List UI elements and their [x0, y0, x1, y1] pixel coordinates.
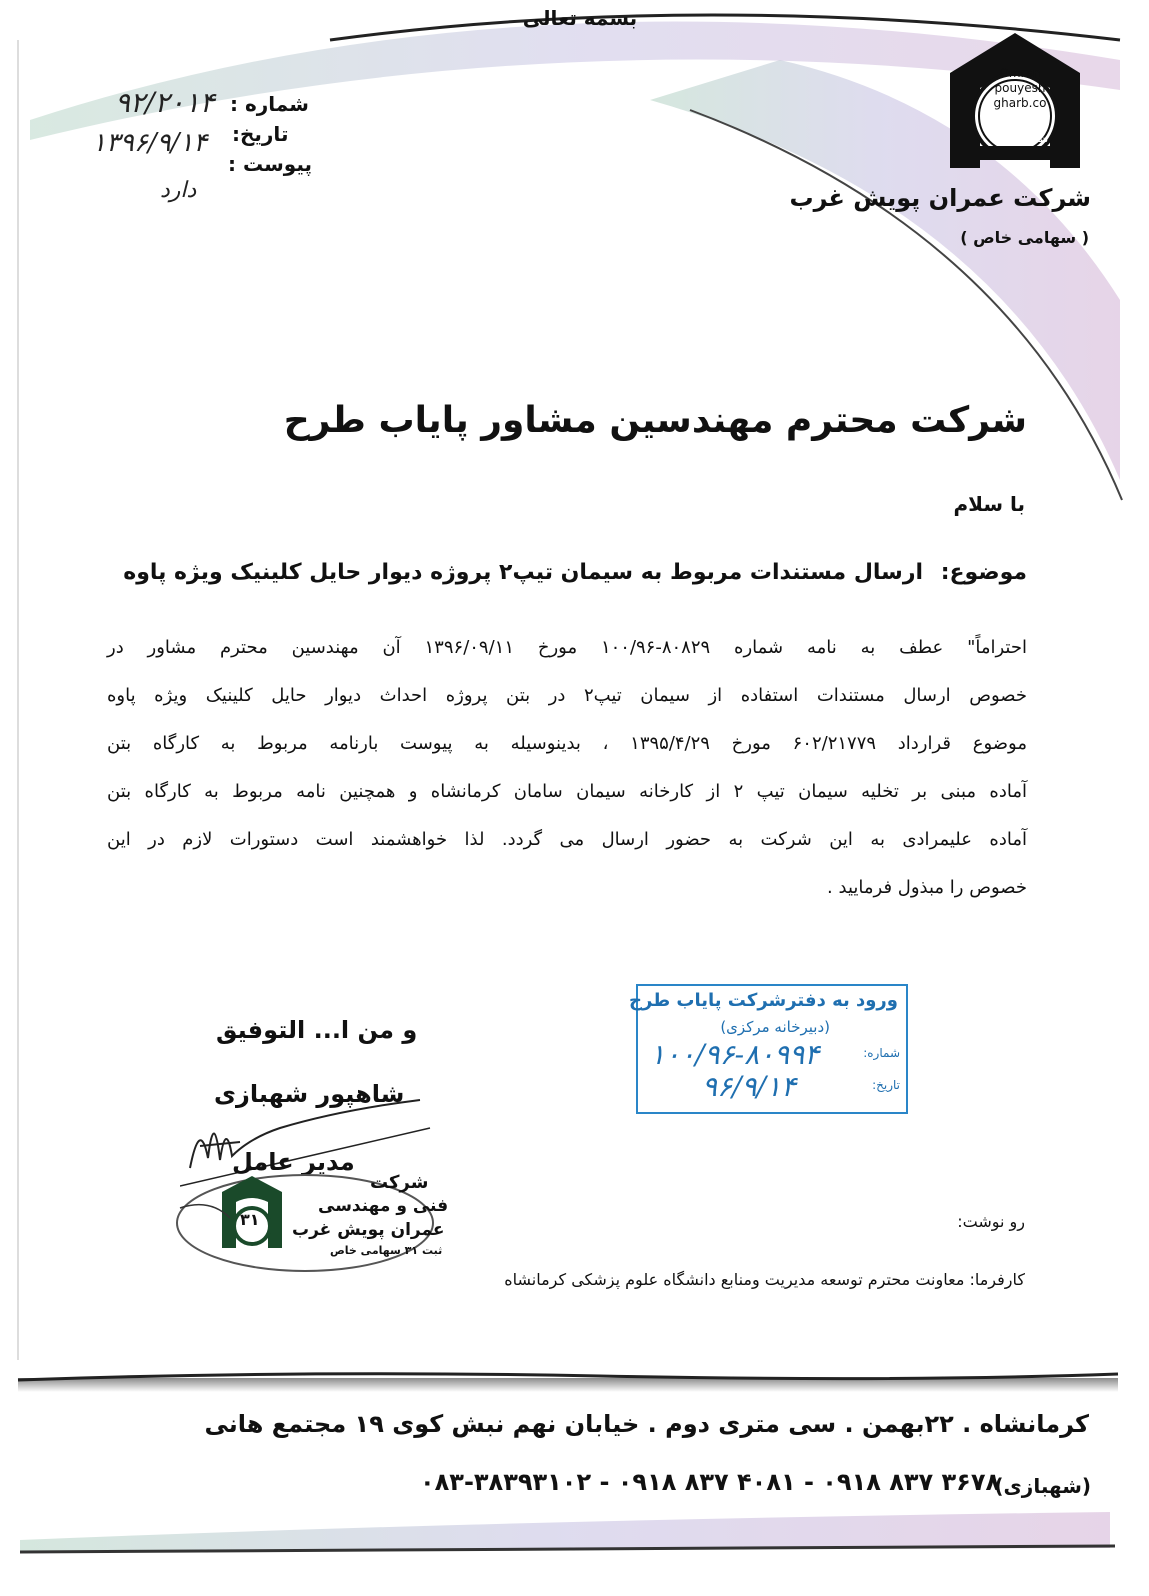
handwritten-date: ۱۳۹۶/۹/۱۴ — [92, 128, 208, 158]
stamp-date-value: ۹۶/۹/۱۴ — [702, 1070, 797, 1103]
cc-recipient: کارفرما: معاونت محترم توسعه مدیریت ومنابع دانشگاه علوم پزشکی کرمانشاه — [504, 1270, 1025, 1289]
seal-text-line: ثبت ۳۱ سهامی خاص — [330, 1244, 443, 1257]
seal-text-line: عمران پویش غرب — [292, 1220, 445, 1240]
greeting: با سلام — [953, 492, 1025, 516]
logo-text-line: Omran — [999, 66, 1041, 80]
logo-text-line: pouyesh — [994, 81, 1046, 95]
stamp-subtitle: (دبیرخانه مرکزی) — [720, 1018, 830, 1036]
signer-title: مدیر عامل — [232, 1148, 355, 1176]
seal-text-line: شرکت — [370, 1172, 429, 1193]
logo-text-line: gharb.co — [993, 96, 1047, 110]
date-label: تاریخ: — [232, 122, 289, 146]
attachment-label: پیوست : — [228, 152, 313, 176]
number-label: شماره : — [230, 92, 309, 116]
logo-registration: شماره ثبت ۳۱ — [992, 135, 1048, 144]
received-stamp — [629, 984, 908, 1114]
seal-number: ۳۱ — [240, 1210, 260, 1229]
footer-phones-owner: (شهبازی) — [994, 1474, 1091, 1498]
footer-address: کرمانشاه . ۲۲بهمن . سی متری دوم . خیابان نهم نبش کوی ۱۹ مجتمع هانی — [204, 1410, 1089, 1438]
stamp-date-label: تاریخ: — [872, 1078, 900, 1092]
handwritten-number: ۹۲/۲۰۱۴ — [115, 86, 215, 119]
subject-text: ارسال مستندات مربوط به سیمان تیپ۲ پروژه دیوار حایل کلینیک ویژه پاوه — [123, 560, 924, 585]
footer-band-top — [18, 1378, 1118, 1392]
subject-line — [123, 560, 1027, 585]
body-line: آماده مبنی بر تخلیه سیمان تیپ ۲ از کارخانه سیمان سامان کرمانشاه و همچنین نامه مربوط به کارگاه بتن — [107, 781, 1028, 802]
subject-label: موضوع: — [940, 560, 1027, 585]
footer-phones: ۰۸۳-۳۸۳۹۳۱۰۲ - ۰۹۱۸ ۸۳۷ ۴۰۸۱ - ۰۹۱۸ ۸۳۷ ۳۶۷۸ — [420, 1468, 1001, 1496]
body-line: خصوص ارسال مستندات استفاده از سیمان تیپ۲ در بتن پروژه احداث دیوار حایل کلینیک ویژه پاوه — [107, 685, 1028, 706]
letter-body — [107, 630, 1027, 918]
body-line: آماده علیمرادی به این شرکت به حضور ارسال می گردد. لذا خواهشمند است دستورات لازم در این — [107, 829, 1027, 850]
closing-phrase: و من ا... التوفیق — [216, 1016, 418, 1044]
signer-name: شاهپور شهبازی — [214, 1080, 405, 1108]
body-line: احتراماً" عطف به نامه شماره ۸۰۸۲۹-۱۰۰/۹۶ مورخ ۱۳۹۶/۰۹/۱۱ آن مهندسین محترم مشاور در — [107, 637, 1027, 658]
body-line: موضوع قرارداد ۶۰۲/۲۱۷۷۹ مورخ ۱۳۹۵/۴/۲۹ ، بدینوسیله به پیوست بارنامه مربوط به کارگاه بتن — [107, 733, 1027, 754]
company-name: شرکت عمران پویش غرب — [789, 184, 1091, 212]
body-line: خصوص را مبذول فرمایید . — [827, 877, 1027, 898]
bismillah-text: بسمه تعالی — [522, 6, 638, 30]
logo-latin-text — [990, 66, 1050, 111]
stamp-number-label: شماره: — [863, 1046, 900, 1060]
stamp-number-value: ۱۰۰/۹۶-۸۰۹۹۴ — [650, 1038, 820, 1071]
seal-text-line: فنی و مهندسی — [318, 1196, 449, 1216]
handwritten-attachment: دارد — [160, 178, 197, 203]
company-type: ( سهامی خاص ) — [960, 228, 1089, 247]
cc-label: رو نوشت: — [957, 1212, 1025, 1231]
stamp-title: ورود به دفترشرکت پایاب طرح — [629, 990, 898, 1011]
recipient-heading: شرکت محترم مهندسین مشاور پایاب طرح — [283, 400, 1027, 441]
